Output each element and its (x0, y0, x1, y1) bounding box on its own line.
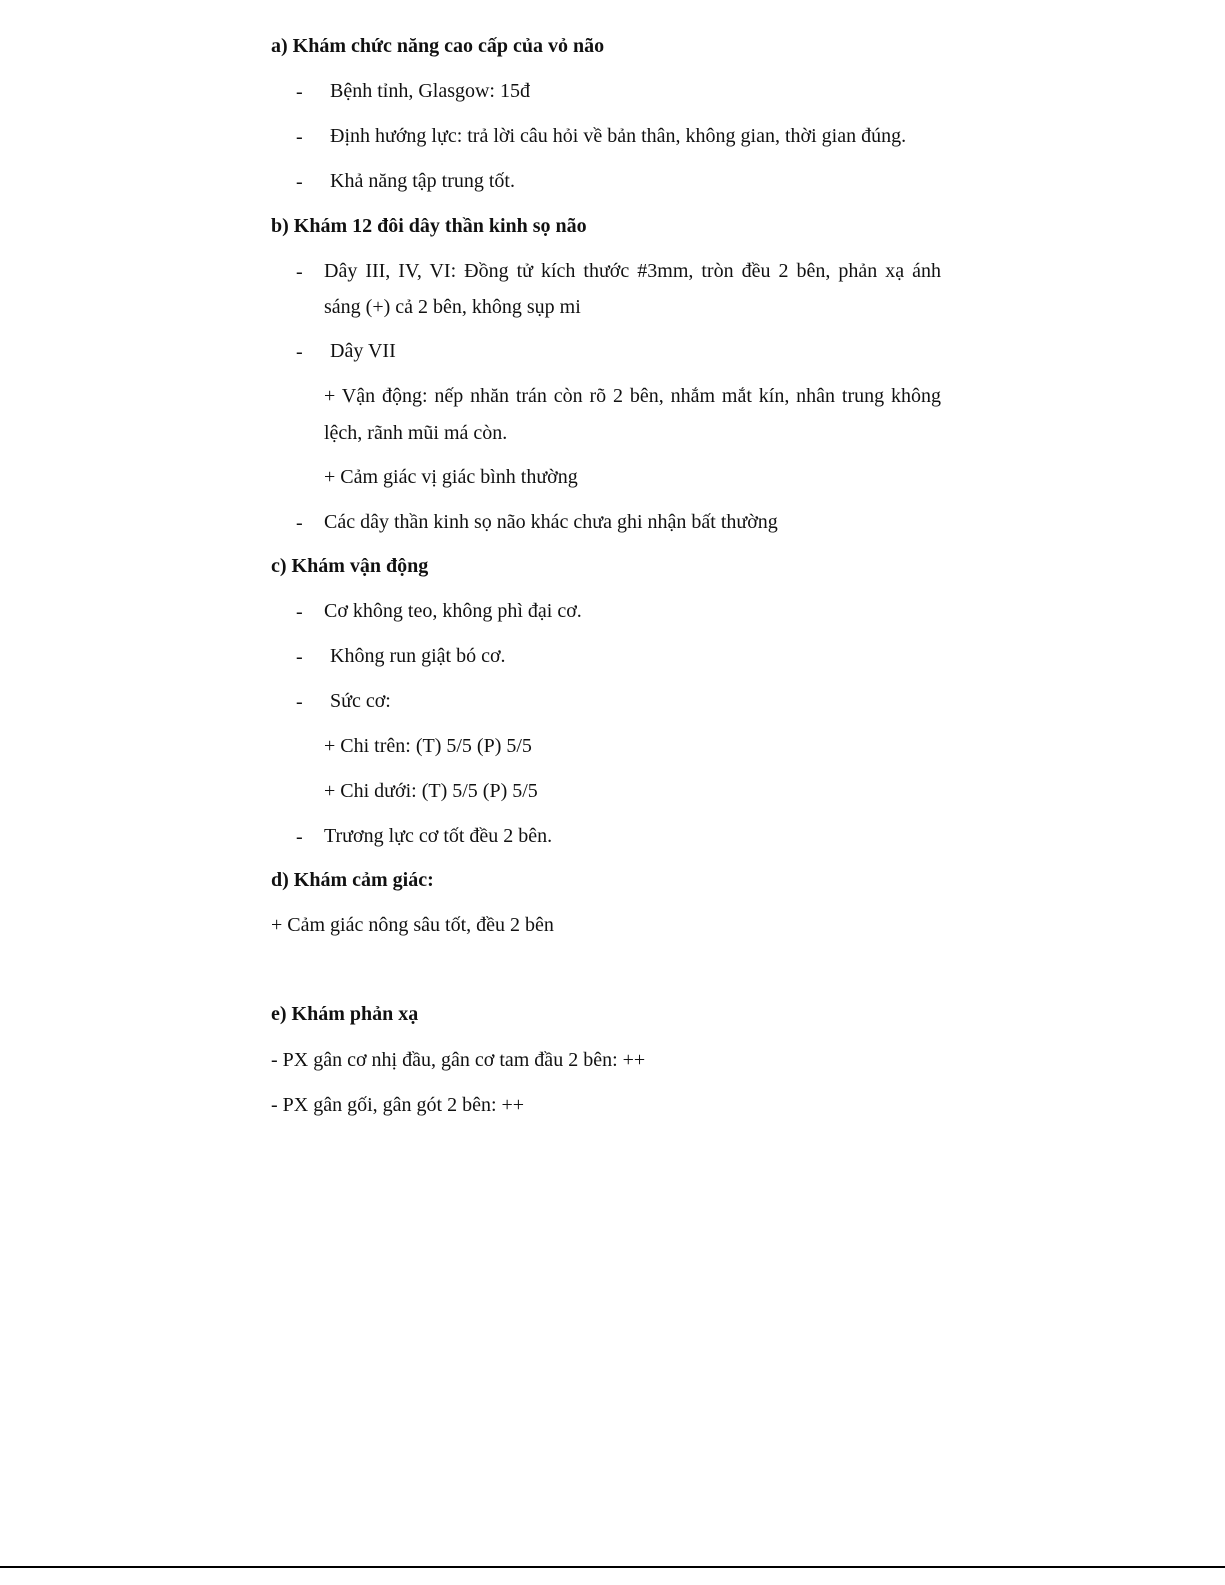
section-a-item-1-bullet: - (296, 81, 303, 103)
section-c-item-3: Sức cơ: (330, 690, 391, 712)
section-b-item-2-bullet: - (296, 341, 303, 363)
section-a-item-1: Bệnh tỉnh, Glasgow: 15đ (330, 80, 530, 102)
section-c-item-3-bullet: - (296, 691, 303, 713)
section-c-sub-1: + Chi trên: (T) 5/5 (P) 5/5 (324, 735, 532, 757)
page-bottom-border (0, 1566, 1225, 1568)
section-b-sub-2: + Cảm giác vị giác bình thường (324, 466, 578, 488)
section-c-item-1-bullet: - (296, 601, 303, 623)
section-b-item-3: Các dây thần kinh sọ não khác chưa ghi nhận bất thường (324, 511, 778, 533)
section-b-sub-1-line-1: + Vận động: nếp nhăn trán còn rõ 2 bên, nhắm mắt kín, nhân trung không (324, 385, 941, 407)
section-b-item-1-line-2: sáng (+) cả 2 bên, không sụp mi (324, 296, 581, 318)
section-a-item-3-bullet: - (296, 171, 303, 193)
section-d-heading: d) Khám cảm giác: (271, 869, 434, 891)
section-c-item-1: Cơ không teo, không phì đại cơ. (324, 600, 582, 622)
section-e-heading: e) Khám phản xạ (271, 1003, 419, 1025)
section-b-item-1-line-1: Dây III, IV, VI: Đồng tử kích thước #3mm, tròn đều 2 bên, phản xạ ánh (324, 260, 941, 282)
section-c-sub-2: + Chi dưới: (T) 5/5 (P) 5/5 (324, 780, 538, 802)
section-a-item-3: Khả năng tập trung tốt. (330, 170, 515, 192)
section-b-sub-1-line-2: lệch, rãnh mũi má còn. (324, 422, 508, 444)
section-c-item-2-bullet: - (296, 646, 303, 668)
section-c-item-2: Không run giật bó cơ. (330, 645, 506, 667)
section-a-heading: a) Khám chức năng cao cấp của vỏ não (271, 35, 605, 57)
section-c-item-4: Trương lực cơ tốt đều 2 bên. (324, 825, 553, 847)
section-b-item-2: Dây VII (330, 340, 396, 362)
section-c-heading: c) Khám vận động (271, 555, 429, 577)
section-a-item-2: Định hướng lực: trả lời câu hỏi về bản thân, không gian, thời gian đúng. (330, 125, 907, 147)
section-a-item-2-bullet: - (296, 126, 303, 148)
section-b-item-3-bullet: - (296, 512, 303, 534)
section-d-line: + Cảm giác nông sâu tốt, đều 2 bên (271, 914, 554, 936)
section-e-line-2: - PX gân gối, gân gót 2 bên: ++ (271, 1094, 525, 1116)
section-e-line-1: - PX gân cơ nhị đầu, gân cơ tam đầu 2 bên: ++ (271, 1049, 646, 1071)
section-c-item-4-bullet: - (296, 826, 303, 848)
section-b-heading: b) Khám 12 đôi dây thần kinh sọ não (271, 215, 587, 237)
section-b-item-1-bullet: - (296, 261, 303, 283)
